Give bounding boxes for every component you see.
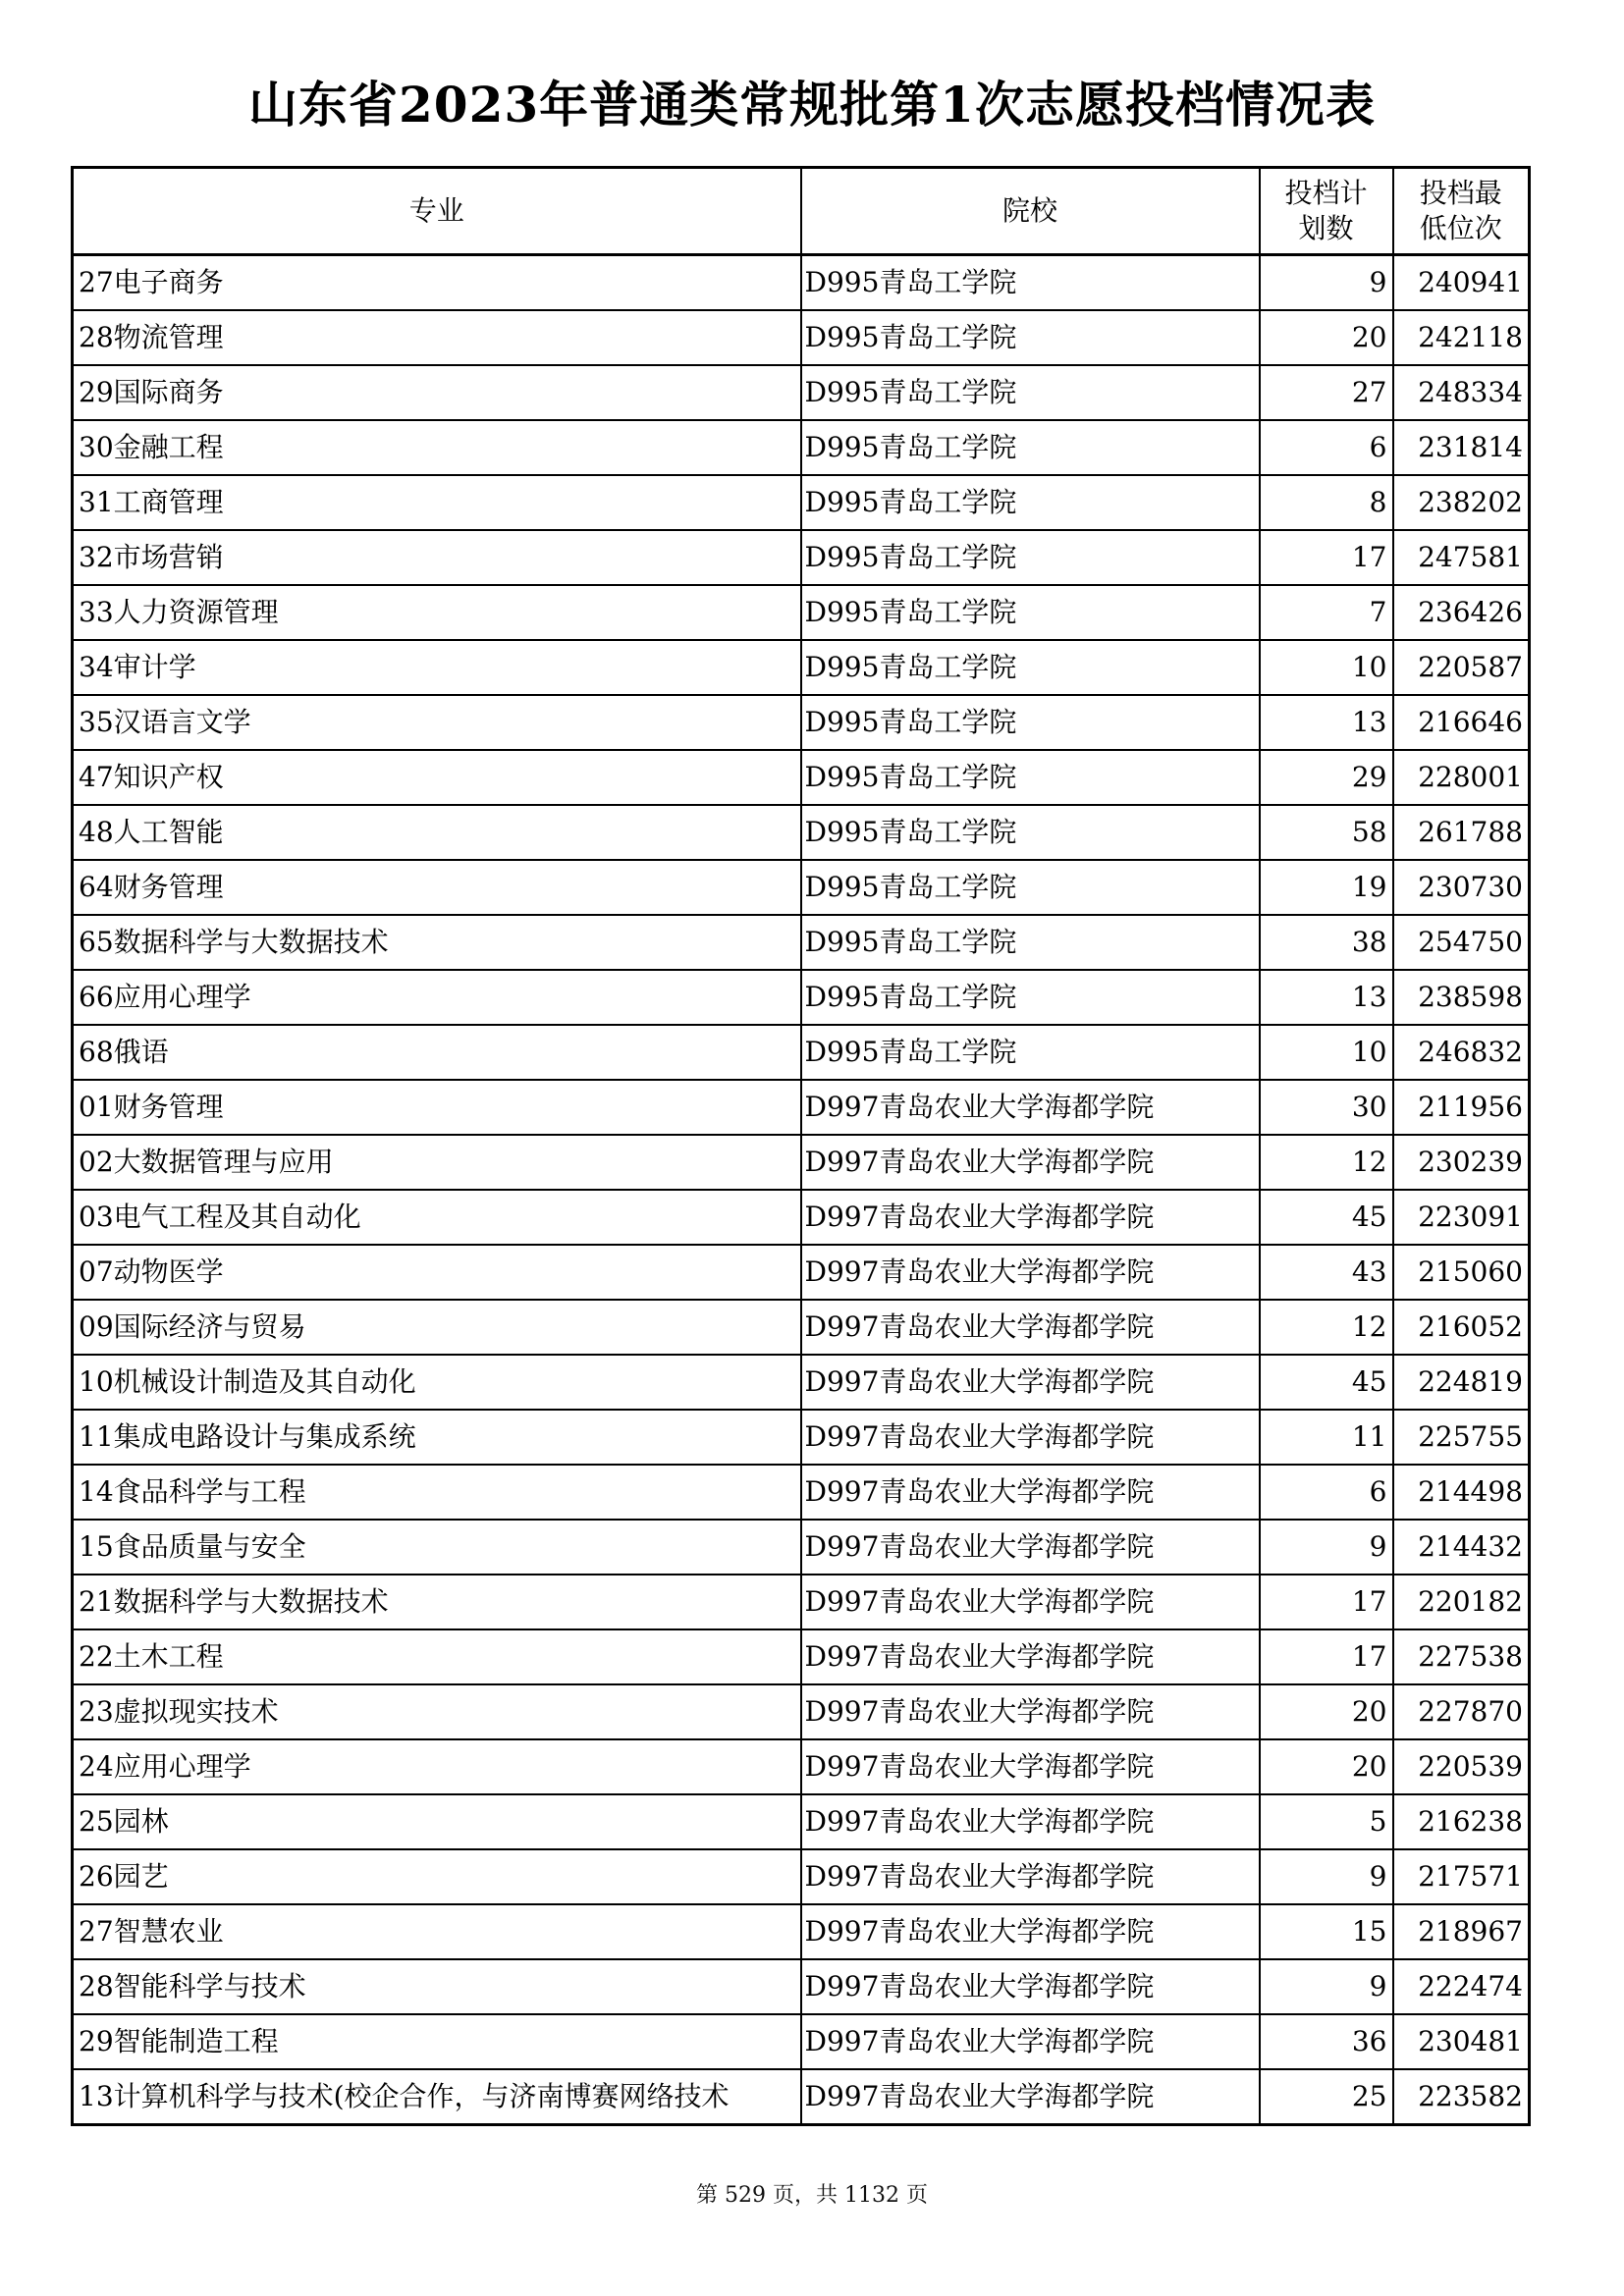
cell-rank: 216646	[1393, 695, 1530, 750]
cell-major: 35汉语言文学	[73, 695, 801, 750]
cell-plan: 10	[1260, 1025, 1393, 1080]
cell-major: 23虚拟现实技术	[73, 1684, 801, 1739]
cell-rank: 228001	[1393, 750, 1530, 805]
header-school: 院校	[801, 168, 1260, 255]
cell-plan: 20	[1260, 310, 1393, 365]
table-row	[73, 1849, 1530, 1904]
cell-plan: 20	[1260, 1684, 1393, 1739]
table-row	[73, 475, 1530, 530]
cell-school: D995青岛工学院	[801, 420, 1260, 475]
cell-plan: 6	[1260, 1465, 1393, 1520]
cell-school: D995青岛工学院	[801, 805, 1260, 860]
table-row	[73, 1575, 1530, 1629]
cell-major: 21数据科学与大数据技术	[73, 1575, 801, 1629]
table-row	[73, 750, 1530, 805]
cell-major: 02大数据管理与应用	[73, 1135, 801, 1190]
header-rank	[1393, 168, 1530, 255]
cell-rank: 216052	[1393, 1300, 1530, 1355]
cell-school: D995青岛工学院	[801, 310, 1260, 365]
cell-rank: 236426	[1393, 585, 1530, 640]
cell-school: D997青岛农业大学海都学院	[801, 1410, 1260, 1465]
cell-school: D995青岛工学院	[801, 915, 1260, 970]
cell-school: D997青岛农业大学海都学院	[801, 1355, 1260, 1410]
cell-school: D997青岛农业大学海都学院	[801, 1575, 1260, 1629]
cell-rank: 217571	[1393, 1849, 1530, 1904]
cell-plan: 17	[1260, 1575, 1393, 1629]
cell-rank: 230239	[1393, 1135, 1530, 1190]
table-row	[73, 640, 1530, 695]
cell-plan: 13	[1260, 695, 1393, 750]
cell-school: D997青岛农业大学海都学院	[801, 1190, 1260, 1245]
cell-rank: 216238	[1393, 1794, 1530, 1849]
cell-rank: 247581	[1393, 530, 1530, 585]
cell-school: D997青岛农业大学海都学院	[801, 2069, 1260, 2125]
page-footer: 第 529 页，共 1132 页	[696, 2183, 928, 2208]
cell-school: D995青岛工学院	[801, 365, 1260, 420]
cell-school: D997青岛农业大学海都学院	[801, 1465, 1260, 1520]
table-header	[73, 168, 1530, 255]
cell-school: D997青岛农业大学海都学院	[801, 1904, 1260, 1959]
cell-plan: 6	[1260, 420, 1393, 475]
cell-plan: 7	[1260, 585, 1393, 640]
cell-school: D995青岛工学院	[801, 1025, 1260, 1080]
cell-plan: 11	[1260, 1410, 1393, 1465]
header-plan-line1: 投档计	[1284, 177, 1368, 209]
cell-plan: 9	[1260, 255, 1393, 311]
cell-rank: 238598	[1393, 970, 1530, 1025]
header-major: 专业	[73, 168, 801, 255]
table-row	[73, 1465, 1530, 1520]
header-plan	[1260, 168, 1393, 255]
header-rank-line1: 投档最	[1419, 177, 1502, 209]
cell-plan: 43	[1260, 1245, 1393, 1300]
cell-school: D995青岛工学院	[801, 585, 1260, 640]
cell-school: D995青岛工学院	[801, 695, 1260, 750]
table-row	[73, 1959, 1530, 2014]
cell-school: D995青岛工学院	[801, 750, 1260, 805]
table-row	[73, 1794, 1530, 1849]
cell-plan: 12	[1260, 1135, 1393, 1190]
cell-school: D997青岛农业大学海都学院	[801, 1135, 1260, 1190]
table-row	[73, 420, 1530, 475]
cell-major: 66应用心理学	[73, 970, 801, 1025]
cell-school: D997青岛农业大学海都学院	[801, 1794, 1260, 1849]
cell-major: 28物流管理	[73, 310, 801, 365]
cell-major: 09国际经济与贸易	[73, 1300, 801, 1355]
cell-rank: 254750	[1393, 915, 1530, 970]
cell-major: 34审计学	[73, 640, 801, 695]
table-row	[73, 1080, 1530, 1135]
cell-plan: 38	[1260, 915, 1393, 970]
cell-school: D997青岛农业大学海都学院	[801, 2014, 1260, 2069]
cell-major: 64财务管理	[73, 860, 801, 915]
cell-plan: 17	[1260, 530, 1393, 585]
table-row	[73, 805, 1530, 860]
header-plan-line2: 划数	[1298, 212, 1354, 244]
cell-rank: 225755	[1393, 1410, 1530, 1465]
cell-rank: 211956	[1393, 1080, 1530, 1135]
table-row	[73, 310, 1530, 365]
table-row	[73, 1739, 1530, 1794]
cell-plan: 9	[1260, 1520, 1393, 1575]
cell-plan: 17	[1260, 1629, 1393, 1684]
table-row	[73, 1135, 1530, 1190]
cell-school: D995青岛工学院	[801, 970, 1260, 1025]
cell-plan: 9	[1260, 1849, 1393, 1904]
cell-plan: 20	[1260, 1739, 1393, 1794]
cell-rank: 238202	[1393, 475, 1530, 530]
table-row	[73, 365, 1530, 420]
cell-plan: 8	[1260, 475, 1393, 530]
cell-major: 27智慧农业	[73, 1904, 801, 1959]
table-row	[73, 1684, 1530, 1739]
cell-major: 24应用心理学	[73, 1739, 801, 1794]
table-row	[73, 1245, 1530, 1300]
cell-rank: 248334	[1393, 365, 1530, 420]
page-title: 山东省2023年普通类常规批第1次志愿投档情况表	[248, 76, 1376, 133]
cell-rank: 240941	[1393, 255, 1530, 311]
cell-rank: 223091	[1393, 1190, 1530, 1245]
cell-major: 33人力资源管理	[73, 585, 801, 640]
cell-major: 03电气工程及其自动化	[73, 1190, 801, 1245]
cell-plan: 5	[1260, 1794, 1393, 1849]
cell-plan: 36	[1260, 2014, 1393, 2069]
table-row	[73, 1190, 1530, 1245]
table-row	[73, 695, 1530, 750]
cell-plan: 15	[1260, 1904, 1393, 1959]
cell-rank: 214498	[1393, 1465, 1530, 1520]
cell-rank: 242118	[1393, 310, 1530, 365]
table-row	[73, 530, 1530, 585]
cell-school: D995青岛工学院	[801, 255, 1260, 311]
cell-plan: 27	[1260, 365, 1393, 420]
cell-rank: 230730	[1393, 860, 1530, 915]
cell-rank: 246832	[1393, 1025, 1530, 1080]
cell-major: 01财务管理	[73, 1080, 801, 1135]
cell-school: D997青岛农业大学海都学院	[801, 1684, 1260, 1739]
cell-rank: 220182	[1393, 1575, 1530, 1629]
table-row	[73, 915, 1530, 970]
cell-major: 29智能制造工程	[73, 2014, 801, 2069]
cell-plan: 45	[1260, 1190, 1393, 1245]
cell-school: D995青岛工学院	[801, 640, 1260, 695]
cell-school: D997青岛农业大学海都学院	[801, 1245, 1260, 1300]
cell-school: D995青岛工学院	[801, 530, 1260, 585]
cell-plan: 19	[1260, 860, 1393, 915]
header-row	[73, 168, 1530, 255]
cell-school: D997青岛农业大学海都学院	[801, 1739, 1260, 1794]
cell-plan: 9	[1260, 1959, 1393, 2014]
cell-rank: 230481	[1393, 2014, 1530, 2069]
cell-school: D995青岛工学院	[801, 860, 1260, 915]
cell-major: 11集成电路设计与集成系统	[73, 1410, 801, 1465]
cell-rank: 227538	[1393, 1629, 1530, 1684]
cell-school: D997青岛农业大学海都学院	[801, 1520, 1260, 1575]
cell-plan: 25	[1260, 2069, 1393, 2125]
cell-major: 22土木工程	[73, 1629, 801, 1684]
cell-major: 65数据科学与大数据技术	[73, 915, 801, 970]
cell-major: 15食品质量与安全	[73, 1520, 801, 1575]
cell-major: 13计算机科学与技术(校企合作，与济南博赛网络技术	[73, 2069, 801, 2125]
table-row	[73, 585, 1530, 640]
cell-rank: 227870	[1393, 1684, 1530, 1739]
table-row	[73, 860, 1530, 915]
table-row	[73, 1520, 1530, 1575]
cell-major: 68俄语	[73, 1025, 801, 1080]
cell-major: 10机械设计制造及其自动化	[73, 1355, 801, 1410]
cell-major: 29国际商务	[73, 365, 801, 420]
header-rank-line2: 低位次	[1419, 212, 1502, 244]
cell-rank: 222474	[1393, 1959, 1530, 2014]
cell-major: 31工商管理	[73, 475, 801, 530]
cell-school: D997青岛农业大学海都学院	[801, 1849, 1260, 1904]
cell-major: 30金融工程	[73, 420, 801, 475]
cell-plan: 12	[1260, 1300, 1393, 1355]
cell-plan: 13	[1260, 970, 1393, 1025]
table-row	[73, 1025, 1530, 1080]
cell-school: D997青岛农业大学海都学院	[801, 1629, 1260, 1684]
cell-major: 26园艺	[73, 1849, 801, 1904]
cell-rank: 224819	[1393, 1355, 1530, 1410]
cell-school: D997青岛农业大学海都学院	[801, 1959, 1260, 2014]
table-row	[73, 1904, 1530, 1959]
cell-major: 48人工智能	[73, 805, 801, 860]
cell-rank: 223582	[1393, 2069, 1530, 2125]
cell-major: 32市场营销	[73, 530, 801, 585]
cell-major: 27电子商务	[73, 255, 801, 311]
table-row	[73, 2069, 1530, 2125]
cell-school: D997青岛农业大学海都学院	[801, 1080, 1260, 1135]
cell-major: 07动物医学	[73, 1245, 801, 1300]
cell-rank: 214432	[1393, 1520, 1530, 1575]
cell-rank: 261788	[1393, 805, 1530, 860]
cell-plan: 10	[1260, 640, 1393, 695]
table-row	[73, 2014, 1530, 2069]
cell-plan: 30	[1260, 1080, 1393, 1135]
cell-major: 25园林	[73, 1794, 801, 1849]
table-row	[73, 1410, 1530, 1465]
cell-plan: 29	[1260, 750, 1393, 805]
cell-rank: 220587	[1393, 640, 1530, 695]
cell-rank: 215060	[1393, 1245, 1530, 1300]
cell-rank: 220539	[1393, 1739, 1530, 1794]
table-row	[73, 1300, 1530, 1355]
cell-rank: 218967	[1393, 1904, 1530, 1959]
cell-major: 47知识产权	[73, 750, 801, 805]
table-row	[73, 1355, 1530, 1410]
cell-plan: 45	[1260, 1355, 1393, 1410]
table-row	[73, 970, 1530, 1025]
cell-school: D997青岛农业大学海都学院	[801, 1300, 1260, 1355]
cell-major: 14食品科学与工程	[73, 1465, 801, 1520]
cell-plan: 58	[1260, 805, 1393, 860]
cell-school: D995青岛工学院	[801, 475, 1260, 530]
cell-major: 28智能科学与技术	[73, 1959, 801, 2014]
table-body	[73, 255, 1530, 2125]
admission-table	[71, 166, 1531, 2126]
table-row	[73, 255, 1530, 311]
cell-rank: 231814	[1393, 420, 1530, 475]
table-row	[73, 1629, 1530, 1684]
